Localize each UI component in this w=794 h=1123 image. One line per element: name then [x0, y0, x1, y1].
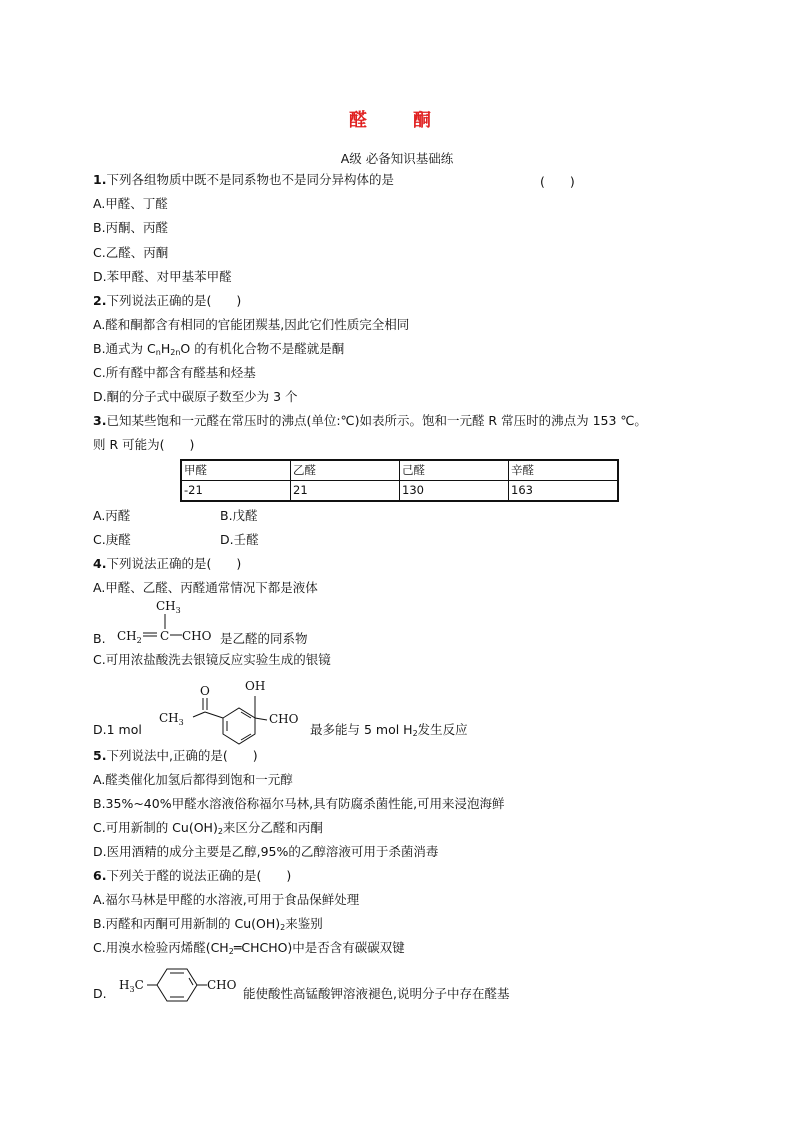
q2-option-b: B.通式为 $C_nH_{2n}O$ 的有机化合物不是醛就是酮: [93, 341, 345, 357]
svg-text:CH2: $CH_2$: [117, 629, 142, 645]
q4-option-a: A.甲醛、乙醛、丙醛通常情况下都是液体: [93, 580, 318, 595]
question-5-stem: 5.下列说法中,正确的是( ): [93, 748, 258, 763]
q1-option-b: B.丙酮、丙醛: [93, 220, 169, 235]
q4-option-c: C.可用浓盐酸洗去银镜反应实验生成的银镜: [93, 652, 331, 667]
table-cell: 21: [291, 481, 400, 502]
q3-option-d: D.壬醛: [220, 532, 259, 547]
q6-option-d-text: 能使酸性高锰酸钾溶液褪色,说明分子中存在醛基: [243, 986, 510, 1001]
ch3-group: $H_3C$: [119, 978, 144, 994]
table-row: [181, 481, 618, 502]
question-4-stem: 4.下列说法正确的是( ): [93, 556, 242, 571]
q1-option-d: D.苯甲醛、对甲基苯甲醛: [93, 269, 232, 284]
q4-option-d-text: 最多能与 5 mol $H_2$发生反应: [310, 722, 468, 738]
table-row: [181, 460, 618, 481]
table-cell: 163: [509, 481, 619, 502]
question-3-stem-cont: 则 R 可能为( ): [93, 437, 195, 452]
table-cell: 辛醛: [509, 460, 619, 481]
q5-option-b: B.35%~40%甲醛水溶液俗称福尔马林,具有防腐杀菌性能,可用来浸泡海鲜: [93, 796, 505, 811]
q5-option-d: D.医用酒精的成分主要是乙醇,95%的乙醇溶液可用于杀菌消毒: [93, 844, 439, 859]
question-6-stem: 6.下列关于醛的说法正确的是( ): [93, 868, 292, 883]
q3-option-b: B.戊醛: [220, 508, 258, 523]
hydroxyl-group: OH: [245, 679, 266, 693]
q4-option-b-text: 是乙醛的同系物: [220, 631, 308, 646]
q6-option-c: C.用溴水检验丙烯醛$(CH_2═CHCHO)$中是否含有碳碳双键: [93, 940, 405, 956]
q5-option-c: C.可用新制的 $Cu(OH)_2$来区分乙醛和丙酮: [93, 820, 323, 836]
q5-option-a: A.醛类催化加氢后都得到饱和一元醇: [93, 772, 293, 787]
question-3-stem: 3.已知某些饱和一元醛在常压时的沸点(单位:℃)如表所示。饱和一元醛 R 常压时的沸点为 153 ℃。: [93, 413, 647, 428]
benzene-ring: [223, 708, 255, 744]
q1-option-a: A.甲醛、丁醛: [93, 196, 168, 211]
question-number: 1.: [93, 172, 107, 187]
table-cell: 130: [400, 481, 509, 502]
methylpropanal-structure: [115, 598, 220, 648]
table-cell: 己醛: [400, 460, 509, 481]
q4-option-d-label: D.1 mol: [93, 722, 142, 737]
ch3-group: $CH_3$: [156, 599, 181, 615]
table-cell: -21: [181, 481, 291, 502]
page-title: 醛 酮: [349, 110, 445, 131]
q6-option-a: A.福尔马林是甲醛的水溶液,可用于食品保鲜处理: [93, 892, 360, 907]
q4-option-b-label: B.: [93, 631, 106, 646]
acetyl-hydroxybenzaldehyde-structure: [157, 676, 307, 746]
table-cell: 甲醛: [181, 460, 291, 481]
svg-text:C: C: [160, 629, 170, 643]
q2-option-a: A.醛和酮都含有相同的官能团羰基,因此它们性质完全相同: [93, 317, 410, 332]
table-cell: 乙醛: [291, 460, 400, 481]
svg-text:CHO: CHO: [182, 629, 212, 643]
section-subtitle: A级 必备知识基础练: [340, 151, 454, 166]
q2-option-c: C.所有醛中都含有醛基和烃基: [93, 365, 256, 380]
methylbenzaldehyde-structure: [117, 963, 242, 1007]
q3-option-c: C.庚醛: [93, 532, 131, 547]
q1-option-c: C.乙醛、丙酮: [93, 245, 169, 260]
ch3-group: $CH_3$: [159, 711, 184, 727]
q6-option-d-label: D.: [93, 986, 107, 1001]
q3-option-a: A.丙醛: [93, 508, 131, 523]
svg-text:O: O: [200, 684, 210, 698]
q6-option-b: B.丙醛和丙酮可用新制的 $Cu(OH)_2$来鉴别: [93, 916, 323, 932]
boiling-point-table: [180, 459, 619, 502]
question-2-stem: 2.下列说法正确的是( ): [93, 293, 242, 308]
answer-paren: ( ): [540, 174, 575, 189]
q2-option-d: D.酮的分子式中碳原子数至少为 3 个: [93, 389, 298, 404]
aldehyde-group: CHO: [269, 712, 299, 726]
benzene-ring: [157, 969, 197, 1001]
aldehyde-group: CHO: [207, 978, 237, 992]
question-1-stem: 1.下列各组物质中既不是同系物也不是同分异构体的是: [93, 172, 394, 187]
